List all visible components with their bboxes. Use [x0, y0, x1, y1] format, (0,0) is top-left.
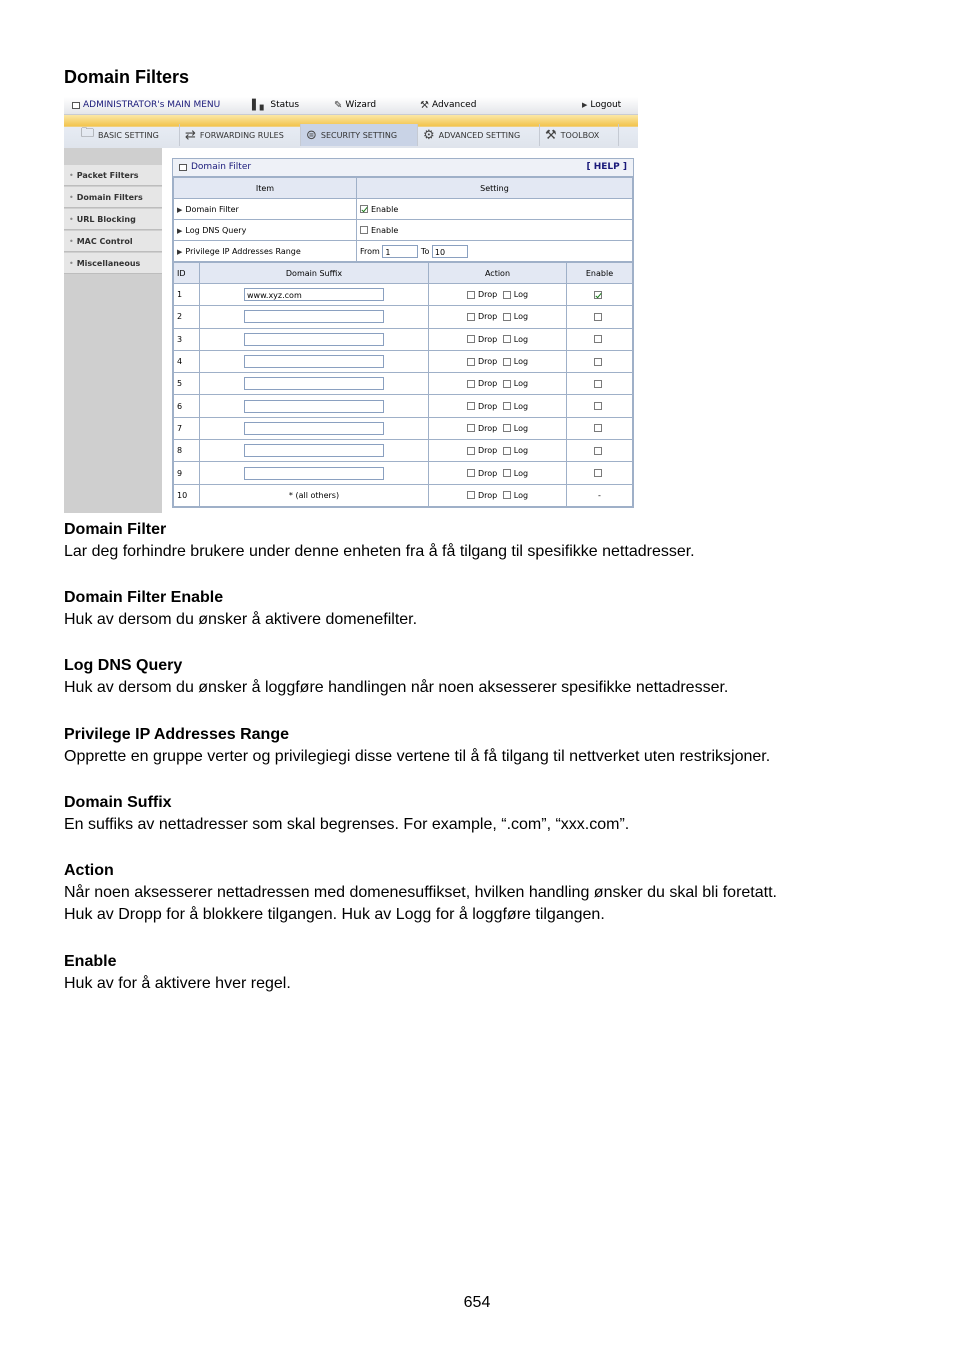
drop-label: Drop [477, 401, 498, 411]
gear-icon: ⚙ [423, 127, 435, 143]
sidebar-item-domain-filters[interactable]: • Domain Filters [64, 187, 162, 208]
help-link[interactable]: [ HELP ] [586, 162, 627, 172]
domain-suffix-input[interactable] [244, 467, 384, 480]
rule-enable-checkbox[interactable] [594, 447, 602, 455]
col-suffix-header: Domain Suffix [200, 263, 429, 284]
table-row [174, 417, 633, 439]
rule-id: 1 [177, 290, 183, 300]
tab-security-setting[interactable]: ⊜ SECURITY SETTING [301, 124, 418, 146]
advanced-link[interactable]: ⚒ Advanced [420, 99, 477, 111]
domain-suffix-input[interactable]: www.xyz.com [244, 288, 384, 301]
rule-enable-checkbox[interactable] [594, 469, 602, 477]
log-checkbox[interactable] [503, 291, 511, 299]
rule-enable-checkbox[interactable] [594, 358, 602, 366]
drop-checkbox[interactable] [467, 313, 475, 321]
log-label: Log [513, 290, 529, 300]
section-heading: Log DNS Query [64, 657, 183, 674]
drop-checkbox[interactable] [467, 380, 475, 388]
panel-square-icon [179, 164, 187, 171]
domain-suffix-input[interactable] [244, 377, 384, 390]
logout-link[interactable]: ▶ Logout [582, 100, 622, 110]
drop-checkbox[interactable] [467, 469, 475, 477]
doc-section [64, 519, 695, 563]
status-icon: ▌▖ [252, 99, 268, 111]
sidebar-item-url-blocking[interactable]: • URL Blocking [64, 209, 162, 230]
log-label: Log [513, 468, 529, 478]
bullet-icon: • [69, 237, 74, 246]
rule-enable-checkbox[interactable] [594, 380, 602, 388]
rule-enable-checkbox[interactable] [594, 424, 602, 432]
section-text: Huk av dersom du ønsker å loggføre handlingen når noen aksesserer spesifikke nettadresser. [64, 679, 729, 696]
tab-toolbox[interactable]: ⚒ TOOLBOX [540, 124, 619, 146]
section-text: Når noen aksesserer nettadressen med domenesuffikset, hvilken handling ønsker du skal bli foretatt. [64, 884, 777, 901]
domain-filter-panel [172, 158, 634, 508]
from-label: From [360, 246, 380, 256]
rule-id: 10 [177, 490, 188, 500]
log-label: Log [513, 401, 529, 411]
drop-label: Drop [477, 379, 498, 389]
drop-label: Drop [477, 490, 498, 500]
doc-section [64, 860, 777, 926]
table-row [174, 395, 633, 417]
rule-id: 9 [177, 468, 183, 478]
log-label: Log [513, 312, 529, 322]
panel-title: Domain Filter [179, 162, 251, 172]
log-label: Log [513, 357, 529, 367]
section-heading: Enable [64, 953, 117, 970]
section-heading: Action [64, 862, 114, 879]
drop-label: Drop [477, 357, 498, 367]
section-heading: Domain Suffix [64, 794, 172, 811]
rule-id: 6 [177, 401, 183, 411]
log-label: Log [513, 334, 529, 344]
wizard-link[interactable]: ✎ Wizard [334, 99, 377, 111]
table-row [174, 440, 633, 462]
log-label: Log [513, 423, 529, 433]
main-tab-bar [64, 115, 638, 148]
log-dns-label: Log DNS Query [185, 225, 247, 235]
folder-icon: 🗀 [81, 126, 95, 141]
rule-id: 7 [177, 423, 183, 433]
domain-suffix-input[interactable] [244, 310, 384, 323]
toolbox-icon: ⚒ [545, 127, 557, 143]
rules-table [173, 262, 633, 507]
arrow-right-icon: ▶ [582, 100, 588, 109]
section-heading: Domain Filter Enable [64, 589, 224, 606]
log-checkbox[interactable] [503, 313, 511, 321]
log-dns-enable-checkbox[interactable] [360, 226, 368, 234]
enable-label: Enable [371, 204, 399, 214]
arrow-right-icon: ▶ [177, 247, 183, 256]
table-row [174, 484, 633, 506]
log-checkbox[interactable] [503, 380, 511, 388]
log-checkbox[interactable] [503, 335, 511, 343]
rule-id: 8 [177, 446, 183, 456]
log-checkbox[interactable] [503, 402, 511, 410]
log-checkbox[interactable] [503, 469, 511, 477]
rule-id: 4 [177, 357, 183, 367]
domain-suffix-input[interactable] [244, 355, 384, 368]
log-checkbox[interactable] [503, 424, 511, 432]
rule-id: 2 [177, 312, 183, 322]
section-text: Opprette en gruppe verter og privilegiegi disse vertene til å få tilgang til nettverket uten restriksjoner. [64, 748, 771, 765]
drop-checkbox[interactable] [467, 447, 475, 455]
page-number: 654 [463, 1294, 491, 1311]
domain-filter-enable-checkbox[interactable] [360, 205, 368, 213]
drop-checkbox[interactable] [467, 491, 475, 499]
from-input[interactable]: 1 [382, 245, 418, 258]
domain-suffix-input[interactable] [244, 422, 384, 435]
rule-enable-checkbox[interactable] [594, 313, 602, 321]
col-setting-header: Setting [357, 178, 633, 199]
arrows-icon: ⇄ [185, 127, 196, 143]
table-row [174, 241, 633, 262]
bullet-icon: • [69, 259, 74, 268]
all-others-label: * (all others) [288, 490, 340, 500]
menu-square-icon [72, 102, 80, 109]
arrow-right-icon: ▶ [177, 226, 183, 235]
drop-label: Drop [477, 312, 498, 322]
router-icon: ⊜ [306, 127, 317, 143]
doc-section [64, 951, 291, 995]
page-title: Domain Filters [64, 67, 190, 87]
drop-label: Drop [477, 334, 498, 344]
drop-label: Drop [477, 468, 498, 478]
rule-enable-checkbox[interactable] [594, 402, 602, 410]
drop-label: Drop [477, 290, 498, 300]
section-text: Huk av dersom du ønsker å aktivere domenefilter. [64, 611, 418, 628]
main-content [162, 148, 638, 513]
doc-section [64, 587, 417, 631]
wizard-icon: ✎ [334, 99, 343, 111]
col-enable-header: Enable [567, 263, 633, 284]
section-text: En suffiks av nettadresser som skal begrenses. For example, “.com”, “xxx.com”. [64, 816, 630, 833]
rule-enable-checkbox[interactable] [594, 291, 602, 299]
sidebar-item-packet-filters[interactable]: • Packet Filters [64, 165, 162, 186]
bullet-icon: • [69, 215, 74, 224]
table-row [174, 350, 633, 372]
section-text: Huk av Dropp for å blokkere tilgangen. Huk av Logg for å loggføre tilgangen. [64, 906, 605, 923]
log-label: Log [513, 446, 529, 456]
to-label: To [420, 246, 430, 256]
section-text: Huk av for å aktivere hver regel. [64, 975, 291, 992]
tab-forwarding-rules[interactable]: ⇄ FORWARDING RULES [180, 124, 301, 146]
table-row [174, 373, 633, 395]
table-row [174, 284, 633, 306]
drop-checkbox[interactable] [467, 424, 475, 432]
log-label: Log [513, 379, 529, 389]
doc-section [64, 792, 629, 836]
advanced-icon: ⚒ [420, 99, 429, 111]
enable-label: Enable [371, 225, 399, 235]
rule-id: 5 [177, 379, 183, 389]
domain-suffix-input[interactable] [244, 400, 384, 413]
tab-advanced-setting[interactable]: ⚙ ADVANCED SETTING [418, 124, 540, 146]
sidebar-item-mac-control[interactable]: • MAC Control [64, 231, 162, 252]
status-link[interactable]: ▌▖ Status [252, 99, 300, 111]
router-screenshot [64, 97, 638, 513]
col-id-header: ID [174, 263, 200, 284]
drop-checkbox[interactable] [467, 358, 475, 366]
table-row [174, 199, 633, 220]
top-menu-bar [64, 97, 638, 115]
col-item-header: Item [174, 178, 357, 199]
sidebar-item-miscellaneous[interactable]: • Miscellaneous [64, 253, 162, 274]
doc-section [64, 655, 728, 699]
col-action-header: Action [429, 263, 567, 284]
section-heading: Domain Filter [64, 521, 167, 538]
enable-placeholder: - [598, 490, 601, 500]
sidebar [64, 148, 162, 513]
section-text: Lar deg forhindre brukere under denne enheten fra å få tilgang til spesifikke nettadresser. [64, 543, 695, 560]
table-row [174, 220, 633, 241]
panel-header [173, 159, 633, 177]
domain-filter-label: Domain Filter [185, 204, 239, 214]
log-checkbox[interactable] [503, 447, 511, 455]
table-row [174, 462, 633, 484]
domain-suffix-input[interactable] [244, 444, 384, 457]
domain-suffix-input[interactable] [244, 333, 384, 346]
log-checkbox[interactable] [503, 358, 511, 366]
doc-section [64, 724, 770, 768]
to-input[interactable]: 10 [432, 245, 468, 258]
section-heading: Privilege IP Addresses Range [64, 726, 289, 743]
log-label: Log [513, 490, 529, 500]
bullet-icon: • [69, 193, 74, 202]
log-checkbox[interactable] [503, 491, 511, 499]
rule-id: 3 [177, 334, 183, 344]
settings-table [173, 177, 633, 262]
drop-checkbox[interactable] [467, 291, 475, 299]
arrow-right-icon: ▶ [177, 205, 183, 214]
admin-main-menu-link[interactable]: ADMINISTRATOR's MAIN MENU [72, 100, 220, 110]
drop-label: Drop [477, 423, 498, 433]
drop-label: Drop [477, 446, 498, 456]
table-row [174, 328, 633, 350]
bullet-icon: • [69, 171, 74, 180]
tab-basic-setting[interactable]: 🗀 BASIC SETTING [76, 124, 180, 146]
table-row [174, 306, 633, 328]
rule-enable-checkbox[interactable] [594, 335, 602, 343]
privilege-range-label: Privilege IP Addresses Range [185, 246, 301, 256]
drop-checkbox[interactable] [467, 335, 475, 343]
drop-checkbox[interactable] [467, 402, 475, 410]
